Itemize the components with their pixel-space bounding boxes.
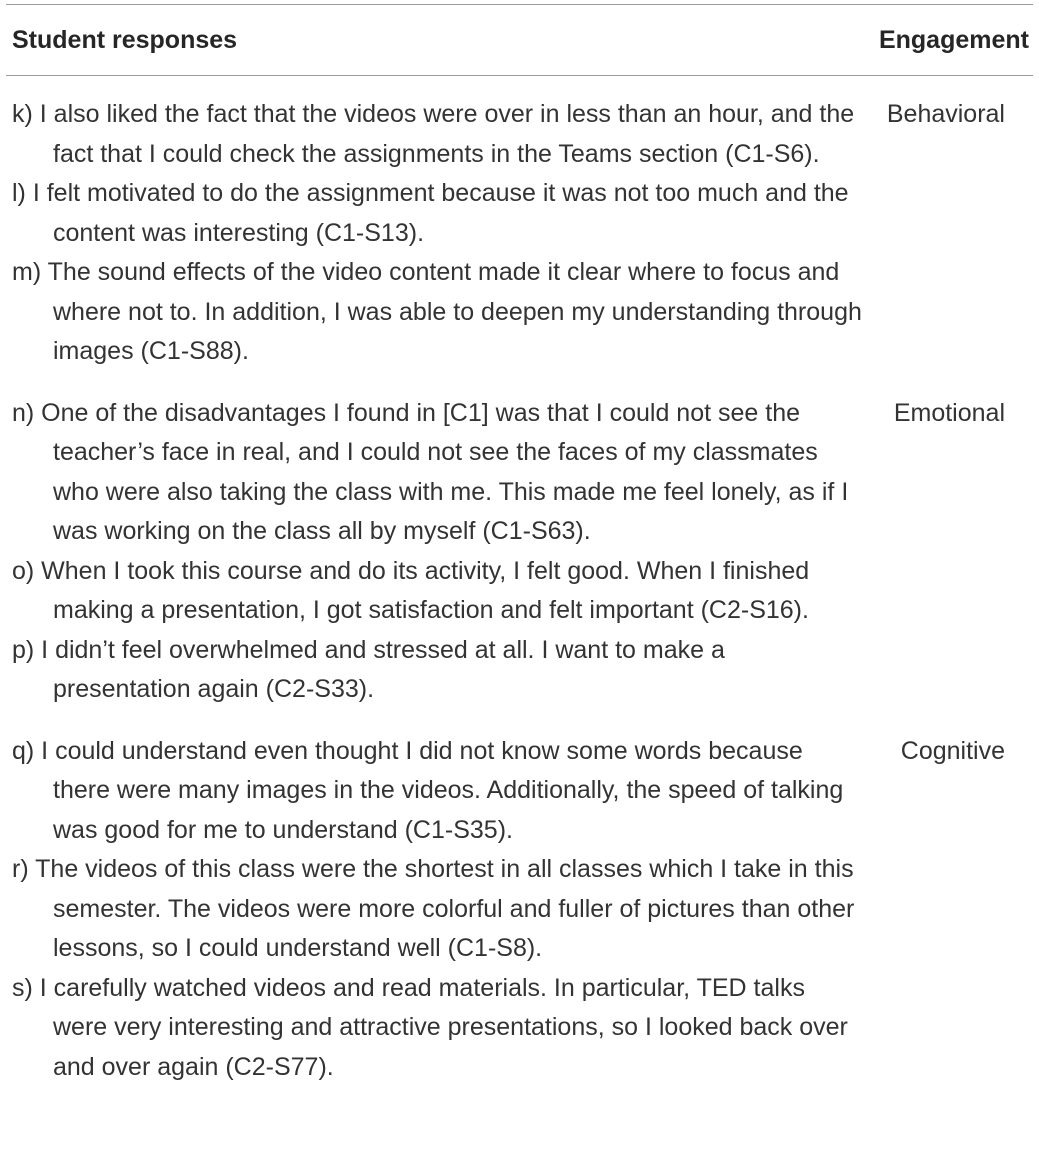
table-row-group-emotional: [6, 372, 1033, 710]
response-item: l) I felt motivated to do the assignment because it was not too much and the content was interesting (C1-S13).: [12, 179, 849, 247]
engagement-label: Emotional: [893, 398, 1005, 427]
response-item: r) The videos of this class were the shortest in all classes which I take in this semester. The videos were more colorful and fuller of pictures than other lessons, so I could understand well (C1-S8).: [12, 855, 855, 962]
column-header-engagement: Engagement: [878, 26, 1029, 54]
engagement-label: Cognitive: [900, 736, 1005, 765]
response-item: m) The sound effects of the video content made it clear where to focus and where not to. In addition, I was able to deepen my understanding through images (C1-S88).: [12, 258, 862, 365]
table-row-group-cognitive: [6, 710, 1033, 1088]
student-responses-table: [6, 4, 1033, 1087]
response-item: o) When I took this course and do its activity, I felt good. When I finished making a presentation, I got satisfaction and felt important (C2-S16).: [12, 556, 810, 624]
response-item: n) One of the disadvantages I found in [C1] was that I could not see the teacher’s face in real, and I could not see the faces of my classmates who were also taking the class with me. This made me feel lonely, as if I was working on the class all by myself (C1-S63).: [12, 398, 849, 545]
column-header-student-responses: Student responses: [12, 26, 238, 54]
response-item: q) I could understand even thought I did not know some words because there were many images in the videos. Additionally, the speed of talking was good for me to understand (C1-S35).: [12, 736, 844, 844]
response-item: k) I also liked the fact that the videos were over in less than an hour, and the fact that I could check the assignments in the Teams section (C1-S6).: [12, 100, 855, 168]
response-item: p) I didn’t feel overwhelmed and stressed at all. I want to make a presentation again (C2-S33).: [12, 635, 725, 703]
engagement-label: Behavioral: [886, 100, 1005, 128]
response-item: s) I carefully watched videos and read materials. In particular, TED talks were very interesting and attractive presentations, so I looked back over and over again (C2-S77).: [12, 973, 848, 1081]
table-row-group-behavioral: [6, 76, 1033, 372]
table-header: [6, 5, 1033, 75]
response-list: [6, 732, 866, 1088]
response-list: [6, 394, 866, 710]
response-list: [6, 95, 866, 372]
